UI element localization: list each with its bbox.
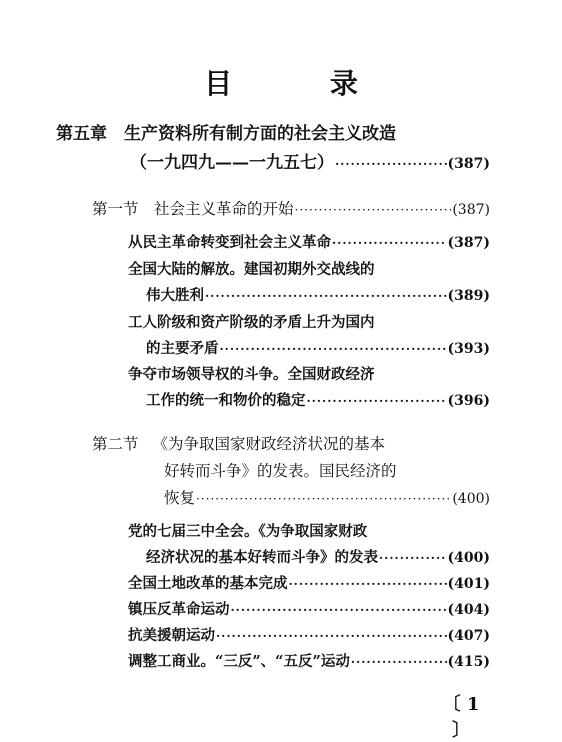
section-2-heading-cont xyxy=(164,486,490,510)
entry-text: 工作的统一和物价的稳定 xyxy=(146,392,306,409)
toc-entry xyxy=(128,520,490,544)
page-title: 目 录 xyxy=(204,67,402,100)
entry-text: 争夺市场领导权的斗争。全国财政经济 xyxy=(128,366,375,383)
page-number: (400) xyxy=(452,491,490,507)
page-number: (387) xyxy=(452,202,490,218)
entry-text: 调整工商业。“三反”、“五反”运动 xyxy=(128,653,350,670)
page-number: (401) xyxy=(447,576,490,592)
entry-text: 伟大胜利 xyxy=(146,287,204,304)
page-number: (389) xyxy=(447,288,490,304)
section-2-heading xyxy=(92,432,490,456)
dot-leader xyxy=(379,546,447,570)
dot-leader xyxy=(307,389,447,413)
entry-text: 镇压反革命运动 xyxy=(128,601,230,618)
entry-text: 党的七届三中全会。《为争取国家财政 xyxy=(128,523,368,540)
section-1-text: 第一节 社会主义革命的开始 xyxy=(92,200,294,218)
page-number: (407) xyxy=(447,628,490,644)
toc-entry-cont xyxy=(146,546,490,570)
entry-text: 全国土地改革的基本完成 xyxy=(128,575,288,592)
section-2-text: 好转而斗争》的发表。国民经济的 xyxy=(164,462,397,480)
page-number: (387) xyxy=(447,235,490,251)
dot-leader xyxy=(205,284,447,308)
dot-leader xyxy=(295,198,452,222)
chapter-heading-text: 第五章 生产资料所有制方面的社会主义改造 xyxy=(56,124,396,144)
dot-leader xyxy=(332,231,447,255)
toc-entry-cont xyxy=(146,337,490,361)
page-number: (387) xyxy=(447,156,490,172)
page-number: (415) xyxy=(447,654,490,670)
dot-leader xyxy=(289,572,447,596)
dot-leader xyxy=(216,624,447,648)
toc-entry xyxy=(128,311,490,335)
section-2-text: 《为争取国家财政经济状况的基本 xyxy=(152,435,386,453)
dot-leader xyxy=(220,337,447,361)
folio-page-number: 〔 1 〕 xyxy=(442,694,480,741)
chapter-years-line xyxy=(130,151,490,175)
toc-entry-cont xyxy=(146,284,490,308)
entry-text: 全国大陆的解放。建国初期外交战线的 xyxy=(128,261,375,278)
section-2-label: 第二节 xyxy=(92,435,139,453)
toc-entry xyxy=(128,598,490,622)
entry-text: 的主要矛盾 xyxy=(146,340,219,357)
toc-entry-cont xyxy=(146,389,490,413)
entry-text: 抗美援朝运动 xyxy=(128,627,215,644)
section-1-heading xyxy=(92,197,490,221)
dot-leader xyxy=(196,487,451,511)
page-number: (404) xyxy=(447,602,490,618)
page-number: (393) xyxy=(447,341,490,357)
entry-text: 从民主革命转变到社会主义革命 xyxy=(128,234,331,251)
toc-entry xyxy=(128,572,490,596)
entry-text: 经济状况的基本好转而斗争》的发表 xyxy=(146,549,378,566)
section-2-heading-cont xyxy=(164,459,490,483)
dot-leader xyxy=(335,152,447,176)
page-number: (396) xyxy=(447,393,490,409)
toc-entry xyxy=(128,258,490,282)
toc-entry xyxy=(128,650,490,674)
dot-leader xyxy=(351,650,447,674)
chapter-heading xyxy=(56,122,496,146)
toc-entry xyxy=(128,624,490,648)
chapter-years: （一九四九——一九五七） xyxy=(130,153,334,173)
page-number: (400) xyxy=(447,550,490,566)
toc-entry xyxy=(128,231,490,255)
section-2-text: 恢复 xyxy=(164,489,196,507)
toc-entry xyxy=(128,363,490,387)
dot-leader xyxy=(231,598,447,622)
entry-text: 工人阶级和资产阶级的矛盾上升为国内 xyxy=(128,314,375,331)
